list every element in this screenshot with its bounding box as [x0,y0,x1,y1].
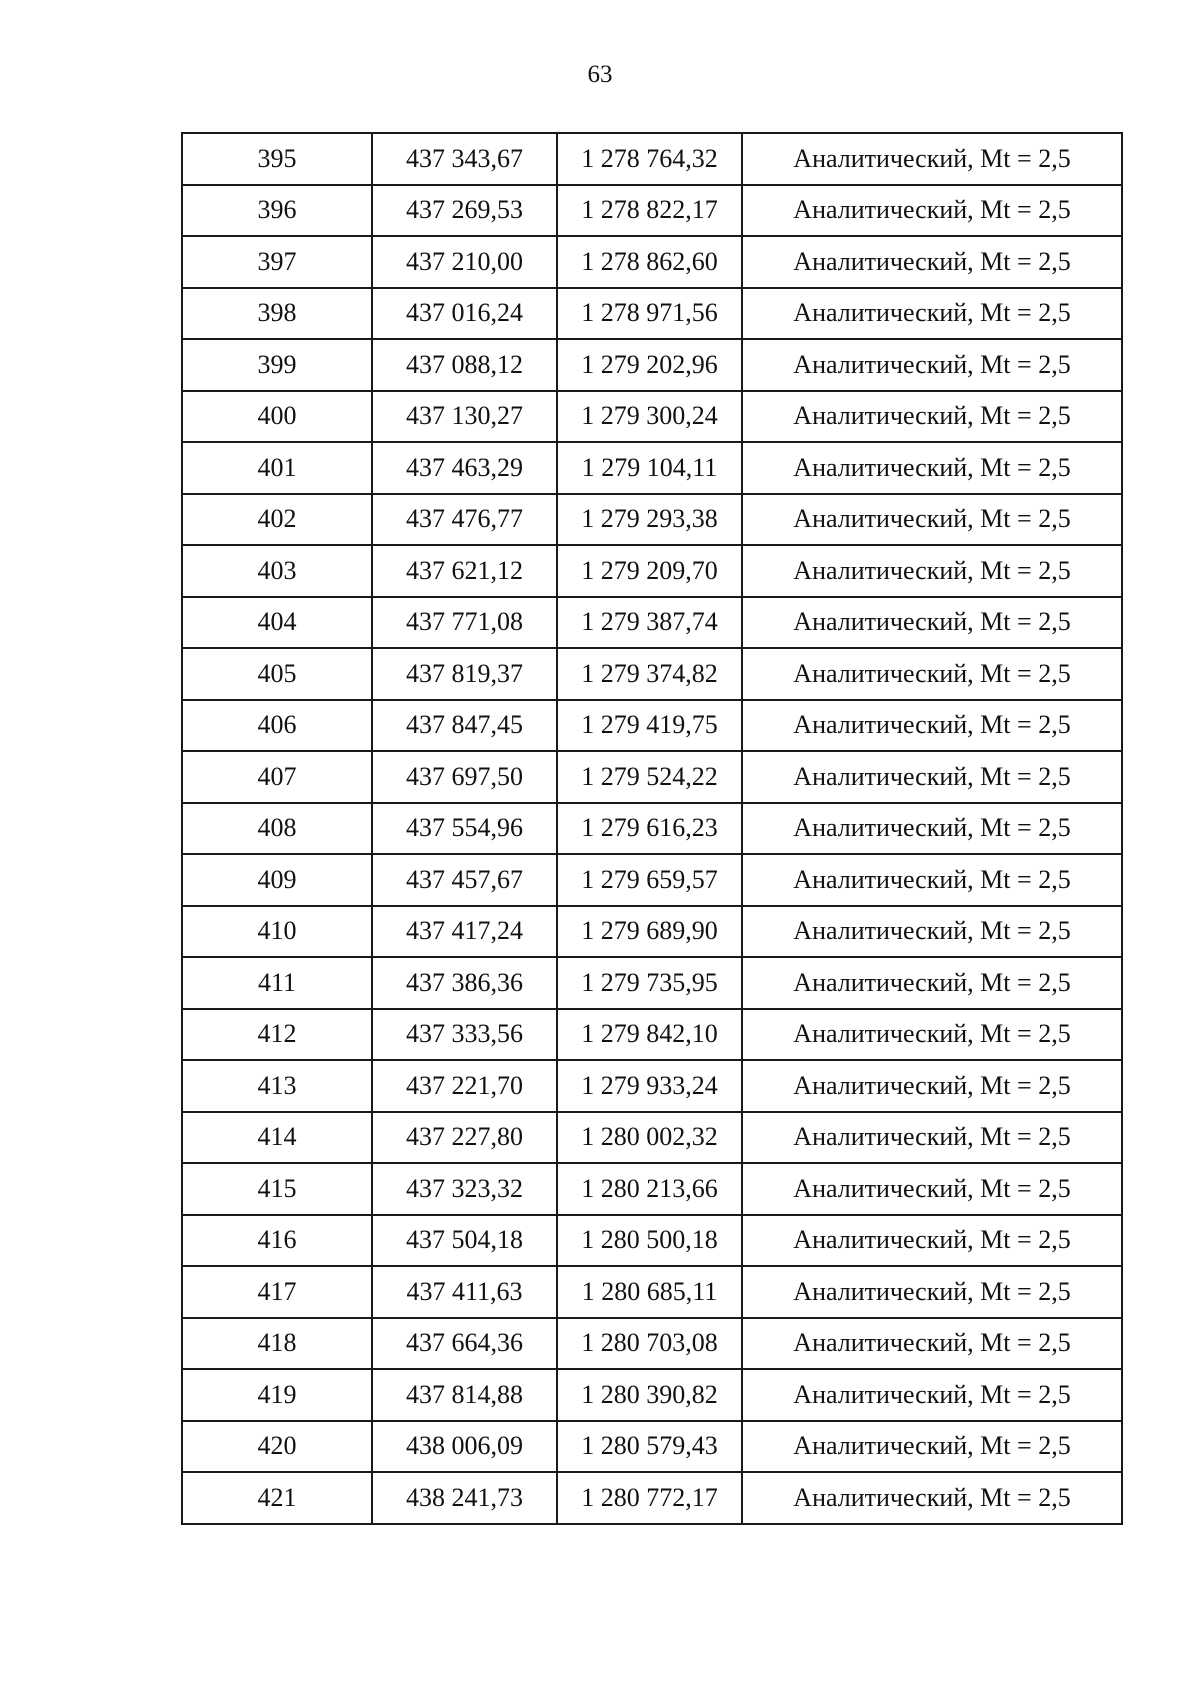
point-number-cell: 417 [182,1266,372,1318]
coordinate-y-cell: 1 278 862,60 [557,236,742,288]
table-row [182,1266,1122,1318]
coordinate-y-cell: 1 279 524,22 [557,751,742,803]
point-number-cell: 404 [182,597,372,649]
point-number-cell: 401 [182,442,372,494]
method-cell: Аналитический, Mt = 2,5 [742,803,1122,855]
point-number-cell: 397 [182,236,372,288]
method-cell: Аналитический, Mt = 2,5 [742,545,1122,597]
point-number-cell: 418 [182,1318,372,1370]
coordinate-y-cell: 1 279 104,11 [557,442,742,494]
table-row [182,339,1122,391]
point-number-cell: 408 [182,803,372,855]
coordinate-x-cell: 437 227,80 [372,1112,557,1164]
method-cell: Аналитический, Mt = 2,5 [742,339,1122,391]
point-number-cell: 396 [182,185,372,237]
method-cell: Аналитический, Mt = 2,5 [742,648,1122,700]
point-number-cell: 398 [182,288,372,340]
method-cell: Аналитический, Mt = 2,5 [742,288,1122,340]
table-row [182,545,1122,597]
point-number-cell: 415 [182,1163,372,1215]
table-row [182,133,1122,185]
coordinate-y-cell: 1 279 419,75 [557,700,742,752]
method-cell: Аналитический, Mt = 2,5 [742,391,1122,443]
coordinate-y-cell: 1 279 300,24 [557,391,742,443]
coordinate-x-cell: 437 504,18 [372,1215,557,1267]
point-number-cell: 406 [182,700,372,752]
method-cell: Аналитический, Mt = 2,5 [742,133,1122,185]
coordinate-x-cell: 437 343,67 [372,133,557,185]
method-cell: Аналитический, Mt = 2,5 [742,494,1122,546]
table-row [182,391,1122,443]
coordinate-x-cell: 437 016,24 [372,288,557,340]
coordinate-x-cell: 437 210,00 [372,236,557,288]
coordinate-y-cell: 1 279 616,23 [557,803,742,855]
coordinate-x-cell: 437 130,27 [372,391,557,443]
coordinate-y-cell: 1 278 822,17 [557,185,742,237]
coordinates-table-body [182,133,1122,1524]
point-number-cell: 407 [182,751,372,803]
coordinate-x-cell: 437 664,36 [372,1318,557,1370]
point-number-cell: 413 [182,1060,372,1112]
coordinate-x-cell: 437 457,67 [372,854,557,906]
method-cell: Аналитический, Mt = 2,5 [742,185,1122,237]
table-row [182,1163,1122,1215]
coordinate-x-cell: 437 333,56 [372,1009,557,1061]
coordinate-x-cell: 437 417,24 [372,906,557,958]
coordinate-x-cell: 437 323,32 [372,1163,557,1215]
point-number-cell: 395 [182,133,372,185]
point-number-cell: 409 [182,854,372,906]
coordinate-y-cell: 1 280 213,66 [557,1163,742,1215]
table-row [182,751,1122,803]
table-row [182,442,1122,494]
coordinate-y-cell: 1 279 659,57 [557,854,742,906]
coordinate-x-cell: 437 411,63 [372,1266,557,1318]
table-row [182,803,1122,855]
table-row [182,1060,1122,1112]
coordinate-x-cell: 437 463,29 [372,442,557,494]
coordinate-y-cell: 1 278 764,32 [557,133,742,185]
method-cell: Аналитический, Mt = 2,5 [742,1421,1122,1473]
coordinate-y-cell: 1 279 735,95 [557,957,742,1009]
coordinate-y-cell: 1 279 387,74 [557,597,742,649]
coordinate-y-cell: 1 280 685,11 [557,1266,742,1318]
table-row [182,1369,1122,1421]
coordinate-x-cell: 438 006,09 [372,1421,557,1473]
coordinate-x-cell: 437 819,37 [372,648,557,700]
coordinate-x-cell: 437 847,45 [372,700,557,752]
coordinate-x-cell: 437 088,12 [372,339,557,391]
method-cell: Аналитический, Mt = 2,5 [742,1009,1122,1061]
method-cell: Аналитический, Mt = 2,5 [742,854,1122,906]
point-number-cell: 402 [182,494,372,546]
coordinate-y-cell: 1 279 293,38 [557,494,742,546]
coordinate-y-cell: 1 279 689,90 [557,906,742,958]
coordinate-x-cell: 437 269,53 [372,185,557,237]
table-row [182,1112,1122,1164]
page-number: 63 [587,61,613,88]
point-number-cell: 403 [182,545,372,597]
coordinates-table [181,132,1123,1525]
table-row [182,1472,1122,1524]
table-row [182,854,1122,906]
coordinate-y-cell: 1 279 933,24 [557,1060,742,1112]
coordinate-x-cell: 437 697,50 [372,751,557,803]
table-row [182,597,1122,649]
coordinate-x-cell: 437 814,88 [372,1369,557,1421]
table-row [182,1318,1122,1370]
method-cell: Аналитический, Mt = 2,5 [742,236,1122,288]
point-number-cell: 410 [182,906,372,958]
coordinate-x-cell: 437 771,08 [372,597,557,649]
coordinate-x-cell: 438 241,73 [372,1472,557,1524]
coordinate-y-cell: 1 280 772,17 [557,1472,742,1524]
point-number-cell: 414 [182,1112,372,1164]
coordinate-y-cell: 1 279 842,10 [557,1009,742,1061]
method-cell: Аналитический, Mt = 2,5 [742,751,1122,803]
method-cell: Аналитический, Mt = 2,5 [742,1318,1122,1370]
method-cell: Аналитический, Mt = 2,5 [742,906,1122,958]
point-number-cell: 419 [182,1369,372,1421]
point-number-cell: 420 [182,1421,372,1473]
table-row [182,1009,1122,1061]
point-number-cell: 400 [182,391,372,443]
coordinate-x-cell: 437 554,96 [372,803,557,855]
method-cell: Аналитический, Mt = 2,5 [742,1266,1122,1318]
method-cell: Аналитический, Mt = 2,5 [742,957,1122,1009]
table-row [182,906,1122,958]
point-number-cell: 412 [182,1009,372,1061]
table-row [182,1215,1122,1267]
point-number-cell: 411 [182,957,372,1009]
coordinate-x-cell: 437 476,77 [372,494,557,546]
table-row [182,957,1122,1009]
method-cell: Аналитический, Mt = 2,5 [742,1060,1122,1112]
method-cell: Аналитический, Mt = 2,5 [742,700,1122,752]
method-cell: Аналитический, Mt = 2,5 [742,1163,1122,1215]
point-number-cell: 399 [182,339,372,391]
coordinate-y-cell: 1 279 374,82 [557,648,742,700]
coordinate-x-cell: 437 621,12 [372,545,557,597]
coordinate-y-cell: 1 280 500,18 [557,1215,742,1267]
coordinate-x-cell: 437 386,36 [372,957,557,1009]
point-number-cell: 421 [182,1472,372,1524]
method-cell: Аналитический, Mt = 2,5 [742,1112,1122,1164]
table-row [182,494,1122,546]
point-number-cell: 416 [182,1215,372,1267]
table-row [182,648,1122,700]
coordinate-x-cell: 437 221,70 [372,1060,557,1112]
table-row [182,1421,1122,1473]
coordinate-y-cell: 1 278 971,56 [557,288,742,340]
coordinate-y-cell: 1 280 579,43 [557,1421,742,1473]
table-row [182,288,1122,340]
table-row [182,185,1122,237]
method-cell: Аналитический, Mt = 2,5 [742,597,1122,649]
table-row [182,236,1122,288]
method-cell: Аналитический, Mt = 2,5 [742,442,1122,494]
method-cell: Аналитический, Mt = 2,5 [742,1215,1122,1267]
coordinate-y-cell: 1 280 703,08 [557,1318,742,1370]
coordinate-y-cell: 1 279 209,70 [557,545,742,597]
method-cell: Аналитический, Mt = 2,5 [742,1369,1122,1421]
method-cell: Аналитический, Mt = 2,5 [742,1472,1122,1524]
table-row [182,700,1122,752]
coordinate-y-cell: 1 280 002,32 [557,1112,742,1164]
coordinate-y-cell: 1 279 202,96 [557,339,742,391]
coordinate-y-cell: 1 280 390,82 [557,1369,742,1421]
point-number-cell: 405 [182,648,372,700]
